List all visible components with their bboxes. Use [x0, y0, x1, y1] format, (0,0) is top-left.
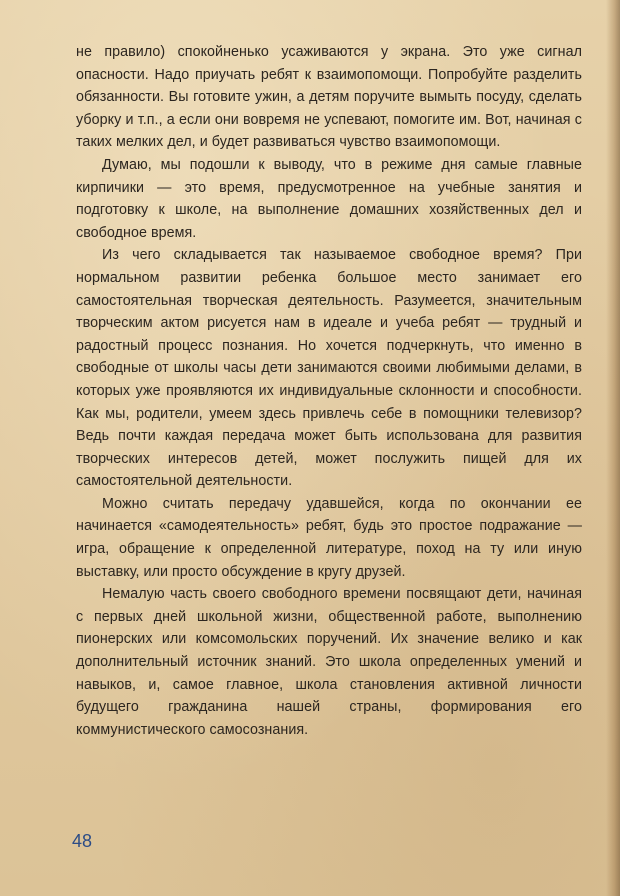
paragraph-1: не правило) спокойненько усаживаются у экрана. Это уже сигнал опасности. Надо приучать ребят к взаимопомощи. Попробуйте разделить обязанности. Вы готовите ужин, а детям поручите вымыть посуду, сделать уборку и т.п., а если они вовремя не успевают, помогите им. Вот, начиная с таких мелких дел, и будет развиваться чувство взаимопомощи.	[76, 44, 582, 151]
page-number: 48	[72, 831, 93, 851]
paragraph-4: Можно считать передачу удавшейся, когда по окончании ее начинается «самодеятельность» ребят, будь это простое подражание — игра, обращение к определенной литературе, поход на ту или иную выставку, или просто обсуждение в кругу друзей.	[76, 495, 582, 580]
body-text	[76, 41, 582, 741]
paragraph-2: Думаю, мы подошли к выводу, что в режиме дня самые главные кирпичики — это время, предусмотренное на учебные занятия и подготовку к школе, на выполнение домашних хозяйственных дел и свободное время.	[76, 156, 582, 241]
paragraph-5: Немалую часть своего свободного времени посвящают дети, начиная с первых дней школьной жизни, общественной работе, выполнению пионерских или комсомольских поручений. Их значение велико и как дополнительный источник знаний. Это школа определенных умений и навыков, и, самое главное, школа становления активной личности будущего гражданина нашей страны, формирования его коммунистического самосознания.	[76, 586, 582, 738]
paragraph-3: Из чего складывается так называемое свободное время? При нормальном развитии ребенка большое место занимает его самостоятельная творческая деятельность. Разумеется, значительным творческим актом рисуется нам в идеале и учеба ребят — трудный и радостный процесс познания. Но хочется подчеркнуть, что именно в свободные от школы часы дети занимаются своими любимыми делами, в которых уже проявляются их индивидуальные склонности и способности. Как мы, родители, умеем здесь привлечь себе в помощники телевизор? Ведь почти каждая передача может быть использована для развития творческих интересов детей, может послужить пищей для их самостоятельной деятельности.	[76, 247, 582, 490]
page-edge-shadow	[606, 0, 620, 896]
